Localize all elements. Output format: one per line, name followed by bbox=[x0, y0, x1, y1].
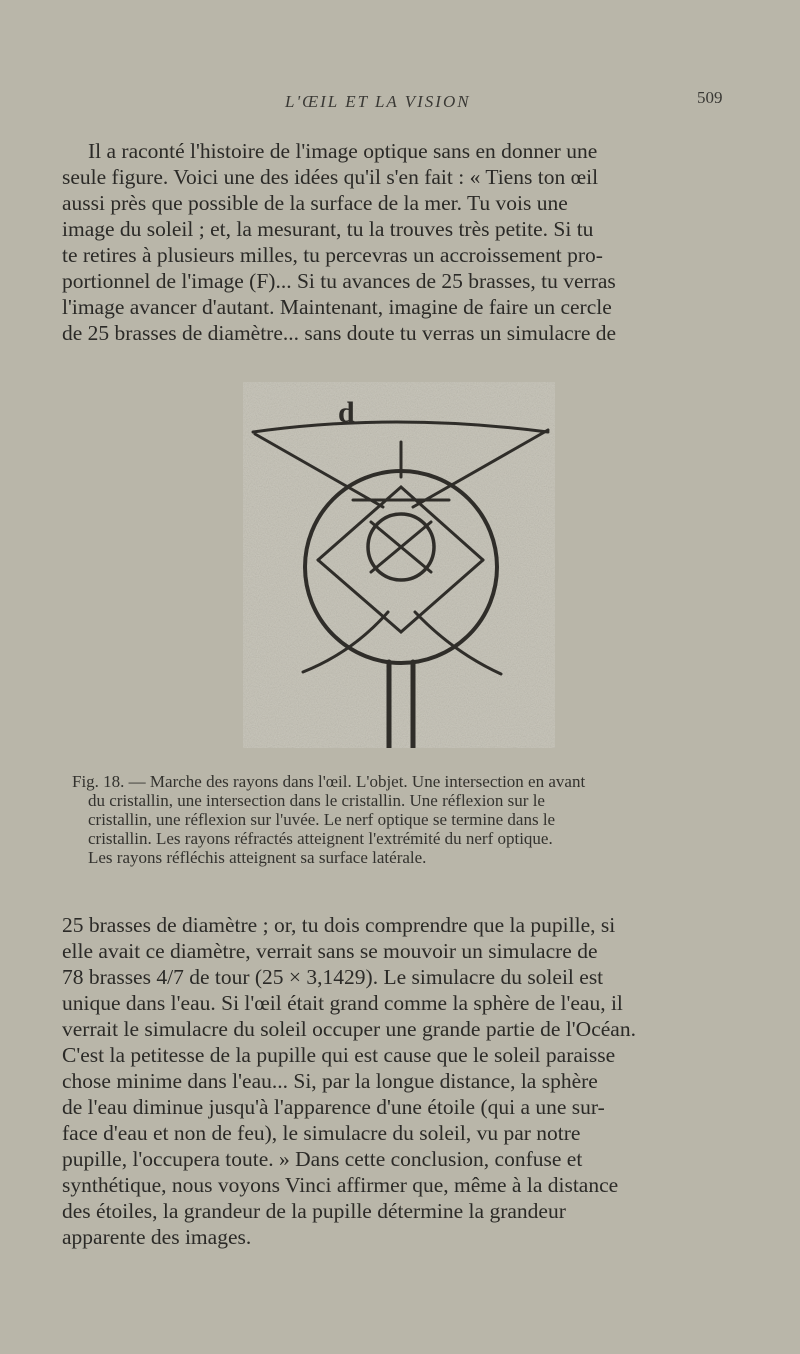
paragraph-top bbox=[62, 138, 730, 346]
paper-texture bbox=[243, 382, 555, 748]
text-line: elle avait ce diamètre, verrait sans se mouvoir un simulacre de bbox=[62, 939, 598, 963]
caption-line: cristallin. Les rayons réfractés atteignent l'extrémité du nerf optique. bbox=[88, 829, 553, 848]
paragraph-bottom bbox=[62, 912, 730, 1250]
text-line: C'est la petitesse de la pupille qui est cause que le soleil paraisse bbox=[62, 1043, 616, 1067]
text-line: pupille, l'occupera toute. » Dans cette conclusion, confuse et bbox=[62, 1147, 583, 1171]
figure-label-d: d bbox=[338, 396, 355, 429]
running-title: L'ŒIL ET LA VISION bbox=[285, 92, 471, 111]
caption-line: du cristallin, une intersection dans le cristallin. Une réflexion sur le bbox=[88, 791, 545, 810]
figure-caption bbox=[72, 772, 732, 867]
text-line: aussi près que possible de la surface de la mer. Tu vois une bbox=[62, 191, 568, 215]
text-line: image du soleil ; et, la mesurant, tu la trouves très petite. Si tu bbox=[62, 217, 594, 241]
text-line: de 25 brasses de diamètre... sans doute tu verras un simulacre de bbox=[62, 321, 617, 345]
text-line: face d'eau et non de feu), le simulacre du soleil, vu par notre bbox=[62, 1121, 581, 1145]
text-line: synthétique, nous voyons Vinci affirmer que, même à la distance bbox=[62, 1173, 619, 1197]
text-line: seule figure. Voici une des idées qu'il s'en fait : « Tiens ton œil bbox=[62, 165, 599, 189]
text-line: 78 brasses 4/7 de tour (25 × 3,1429). Le simulacre du soleil est bbox=[62, 965, 604, 989]
text-line: te retires à plusieurs milles, tu percevras un accroissement pro- bbox=[62, 243, 603, 267]
eye-ray-diagram bbox=[243, 382, 555, 748]
text-line: l'image avancer d'autant. Maintenant, imagine de faire un cercle bbox=[62, 295, 612, 319]
text-line: unique dans l'eau. Si l'œil était grand comme la sphère de l'eau, il bbox=[62, 991, 623, 1015]
caption-line: Les rayons réfléchis atteignent sa surface latérale. bbox=[88, 848, 427, 867]
text-line: Il a raconté l'histoire de l'image optique sans en donner une bbox=[88, 139, 598, 163]
eye-ray-diagram-figure bbox=[243, 382, 555, 748]
text-line: 25 brasses de diamètre ; or, tu dois comprendre que la pupille, si bbox=[62, 913, 616, 937]
text-line: apparente des images. bbox=[62, 1225, 252, 1249]
caption-line: Fig. 18. — Marche des rayons dans l'œil. L'objet. Une intersection en avant bbox=[72, 772, 586, 791]
text-line: des étoiles, la grandeur de la pupille détermine la grandeur bbox=[62, 1199, 566, 1223]
text-line: de l'eau diminue jusqu'à l'apparence d'une étoile (qui a une sur- bbox=[62, 1095, 605, 1119]
text-line: verrait le simulacre du soleil occuper une grande partie de l'Océan. bbox=[62, 1017, 636, 1041]
page-number: 509 bbox=[697, 88, 723, 107]
caption-line: cristallin, une réflexion sur l'uvée. Le nerf optique se termine dans le bbox=[88, 810, 556, 829]
text-line: chose minime dans l'eau... Si, par la longue distance, la sphère bbox=[62, 1069, 598, 1093]
text-line: portionnel de l'image (F)... Si tu avances de 25 brasses, tu verras bbox=[62, 269, 616, 293]
